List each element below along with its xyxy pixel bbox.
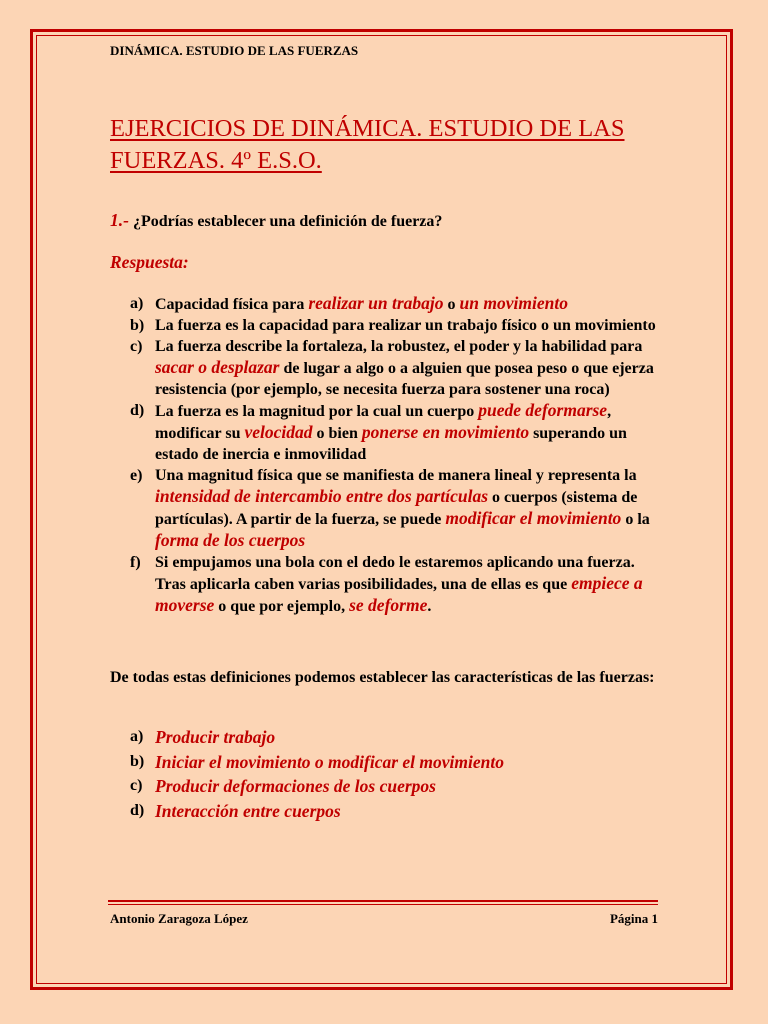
footer-page-number: Página 1: [609, 911, 658, 926]
highlighted-phrase: se deforme: [349, 595, 428, 615]
characteristic-text: Interacción entre cuerpos: [155, 801, 341, 822]
characteristic-item: [110, 775, 504, 800]
definition-text: de lugar a algo o a alguien que posea peso o que ejerza resistencia (por ejemplo, se necesita fuerza para sostener una roca): [155, 360, 654, 398]
question-number: 1.-: [110, 210, 129, 230]
definition-item: [110, 465, 660, 552]
characteristic-letter: b): [130, 752, 145, 770]
characteristic-item: [110, 726, 504, 751]
definition-letter: a): [130, 295, 144, 312]
definition-text: Si empujamos una bola con el dedo le estaremos aplicando una fuerza. Tras aplicarla caben varias posibilidades, una de ellas es que: [155, 554, 635, 593]
definition-text: o: [443, 296, 460, 313]
definition-text: La fuerza describe la fortaleza, la robustez, el poder y la habilidad para: [155, 338, 643, 355]
definition-text: superando un estado de inercia e inmovilidad: [155, 425, 627, 463]
running-header: DINÁMICA. ESTUDIO DE LAS FUERZAS: [110, 43, 359, 58]
highlighted-phrase: puede deformarse: [478, 400, 608, 420]
definition-text: La fuerza es la magnitud por la cual un cuerpo: [155, 403, 479, 420]
highlighted-phrase: un movimiento: [459, 293, 568, 313]
characteristic-item: [110, 751, 504, 776]
characteristics-list: [110, 726, 504, 825]
characteristic-text: Producir deformaciones de los cuerpos: [155, 776, 436, 797]
highlighted-phrase: realizar un trabajo: [308, 293, 444, 313]
characteristic-letter: d): [130, 802, 145, 820]
document-title: EJERCICIOS DE DINÁMICA. ESTUDIO DE LAS FUERZAS. 4º E.S.O.: [110, 115, 625, 174]
footer-rule-thin: [108, 904, 658, 905]
highlighted-phrase: intensidad de intercambio entre dos partículas: [155, 486, 489, 506]
characteristic-item: [110, 800, 504, 825]
definition-text: La fuerza es la capacidad para realizar un trabajo físico o un movimiento: [155, 317, 656, 334]
definition-item: [110, 400, 660, 465]
footer-author: Antonio Zaragoza López: [110, 911, 248, 926]
conclusion-paragraph: De todas estas definiciones podemos establecer las características de las fuerzas:: [110, 669, 655, 686]
definition-text: Capacidad física para: [155, 296, 309, 313]
answer-label: Respuesta:: [110, 252, 189, 272]
definition-text: o la: [621, 511, 650, 528]
characteristic-letter: c): [130, 777, 143, 795]
definition-item: [110, 552, 660, 617]
highlighted-phrase: forma de los cuerpos: [155, 530, 306, 550]
characteristic-text: Producir trabajo: [155, 727, 276, 747]
question-1: [110, 210, 442, 231]
characteristic-letter: a): [130, 728, 144, 745]
definitions-list: [110, 293, 660, 617]
definition-letter: c): [130, 338, 143, 355]
highlighted-phrase: modificar el movimiento: [445, 508, 622, 528]
definition-text: Una magnitud física que se manifiesta de manera lineal y representa la: [155, 467, 637, 484]
definition-text: o cuerpos (sistema de partículas). A partir de la fuerza, se puede: [155, 489, 638, 528]
definition-item: [110, 315, 660, 336]
highlighted-phrase: velocidad: [244, 422, 313, 442]
highlighted-phrase: ponerse en movimiento: [361, 422, 530, 442]
definition-item: [110, 336, 660, 400]
definition-letter: b): [130, 317, 145, 334]
definition-text: o bien: [312, 425, 362, 442]
definition-text: , modificar su: [155, 403, 612, 442]
characteristic-text: Iniciar el movimiento o modificar el movimiento: [155, 751, 505, 772]
definition-letter: f): [130, 554, 141, 571]
definition-letter: e): [130, 467, 143, 484]
footer-rule: [108, 900, 658, 902]
definition-text: .: [427, 598, 432, 615]
definition-letter: d): [130, 402, 145, 419]
definition-text: o que por ejemplo,: [214, 598, 350, 615]
question-text: ¿Podrías establecer una definición de fuerza?: [132, 213, 443, 230]
definition-item: [110, 293, 660, 315]
highlighted-phrase: sacar o desplazar: [155, 357, 280, 377]
highlighted-phrase: empiece a moverse: [155, 573, 643, 615]
